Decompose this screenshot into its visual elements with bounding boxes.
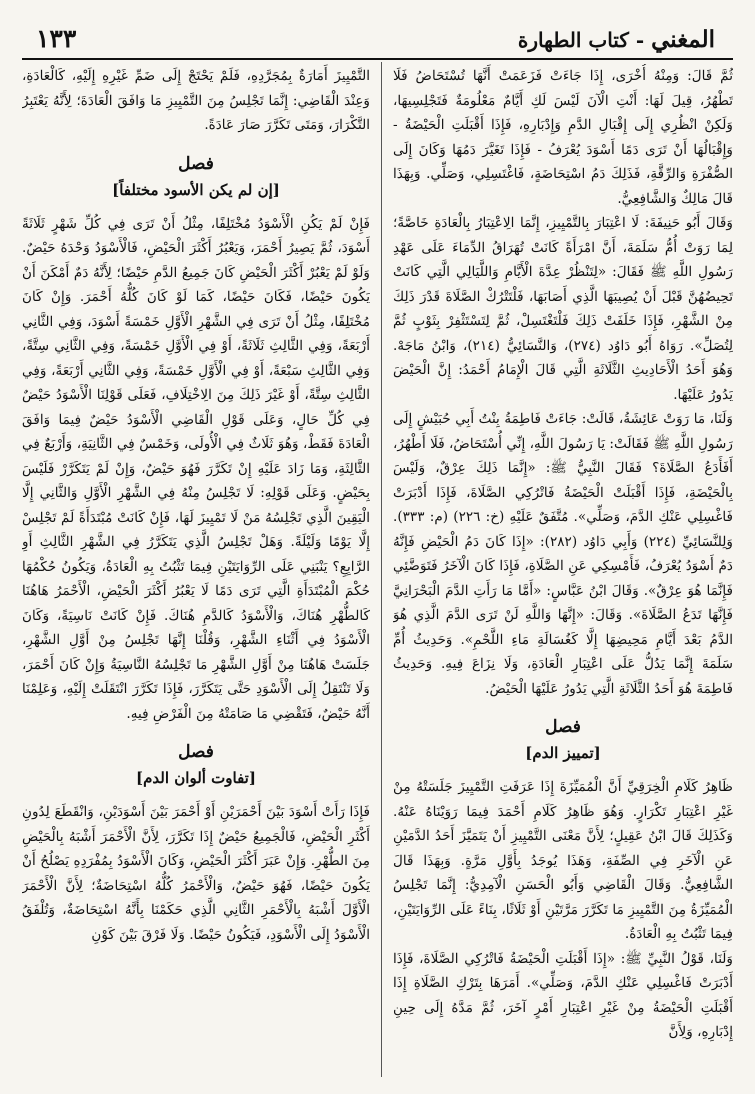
section-heading: فصل (545, 717, 581, 737)
paragraph: فَإِنْ لَمْ يَكُنِ الْأَسْوَدُ مُخْتَلِفًا، مِثْلُ أَنْ تَرَى فِي كُلِّ شَهْرٍ ثَلَاثَةً أَسْوَدَ، ثُمَّ يَصِيرُ أَحْمَرَ، وَيَعْبُرُ أَكْثَرَ الْحَيْضِ، فَالْأَسْوَدُ وَحْدَهُ حَيْضٌ. وَلَوْ لَمْ يَعْبُرْ أَكْثَرَ الْحَيْضِ كَانَ جَمِيعُ الدَّمِ حَيْضًا؛ لِأَنَّهُ دَمٌ أَمْكَنَ أَنْ يَكُونَ حَيْضًا، فَكَانَ حَيْضًا، كَمَا لَوْ كَانَ كُلُّهُ أَحْمَرَ. وَإِنْ كَانَ مُخْتَلِفًا، مِثْلُ أَنْ تَرَى فِي الشَّهْرِ الْأَوَّلِ خَمْسَةً أَسْوَدَ، وَفِي الثَّانِي أَرْبَعَةً، وَفِي الثَّالِثِ ثَلَاثَةً، أَوْ فِي الْأَوَّلِ خَمْسَةً، وَفِي الثَّانِي سِتَّةً، وَفِي الثَّالِثِ سَبْعَةً، أَوْ فِي الْأَوَّلِ خَمْسَةً، وَفِي الثَّانِي أَرْبَعَةً، وَفِي الثَّالِثِ سِتَّةً، أَوْ غَيْرَ ذَلِكَ مِنَ الِاخْتِلَافِ، فَعَلَى قَوْلِنَا الْأَسْوَدُ حَيْضٌ فِي كُلِّ حَالٍ، وَعَلَى قَوْلِ الْقَاضِي الْأَسْوَدُ حَيْضٌ فِيمَا وَافَقَ الْعَادَةَ فَقَطْ، وَهُوَ ثَلَاثٌ فِي الْأُولَى، وَخَمْسٌ فِي الثَّانِيَةِ، وَأَرْبَعٌ فِي الثَّالِثَةِ، وَمَا زَادَ عَلَيْهِ إِنْ تَكَرَّرَ فَهُوَ حَيْضٌ، وَإِنْ لَمْ يَتَكَرَّرْ فَلَيْسَ بِحَيْضٍ. وَعَلَى قَوْلِهِ: لَا تَجْلِسُ مِنْهُ فِي الشَّهْرِ الْأَوَّلِ وَالثَّانِي إِلَّا الْيَقِينَ الَّذِي تَجْلِسُهُ مَنْ لَا تَمْيِيزَ لَهَا، فَإِنْ كَانَتْ مُبْتَدَأَةً لَمْ تَجْلِسْ إِلَّا يَوْمًا وَلَيْلَةً. وَهَلْ تَجْلِسُ الَّذِي يَتَكَرَّرُ فِي الشَّهْرِ الثَّالِثِ أَوِ الرَّابِعِ؟ يَنْبَنِي عَلَى الرِّوَايَتَيْنِ فِيمَا تَثْبُتُ بِهِ الْعَادَةُ، وَيَكُونُ حُكْمُهَا حُكْمَ الْمُبْتَدَأَةِ الَّتِي تَرَى دَمًا لَا يَعْبُرُ أَكْثَرَ الْحَيْضِ، الْأَحْمَرُ هَاهُنَا كَالطُّهْرِ هُنَاكَ، وَالْأَسْوَدُ كَالدَّمِ هُنَاكَ. فَإِنْ كَانَتْ نَاسِيَةً، وَكَانَ الْأَسْوَدُ فِي أَثْنَاءِ الشَّهْرِ، وَقُلْنَا إِنَّهَا تَجْلِسُ مِنْ أَوَّلِ الشَّهْرِ، جَلَسَتْ هَاهُنَا مِنْ أَوَّلِ الشَّهْرِ مَا تَجْلِسُهُ النَّاسِيَةُ وَإِنْ كَانَ أَحْمَرَ، وَلَا تَنْتَقِلُ إِلَى الْأَسْوَدِ حَتَّى يَتَكَرَّرَ، فَإِذَا تَكَرَّرَ انْتَقَلَتْ إِلَيْهِ، وَعَلِمْنَا أَنَّهُ حَيْضٌ، فَتَقْضِي مَا صَامَتْهُ مِنَ الْفَرْضِ فِيهِ. (22, 215, 370, 722)
paragraph: وَلَنَا، قَوْلُ النَّبِيِّ ﷺ: «إِذَا أَقْبَلَتِ الْحَيْضَةُ فَاتْرُكِي الصَّلَاةَ، فَإِذَا أَدْبَرَتْ فَاغْسِلِي عَنْكِ الدَّمَ، وَصَلِّي». أَمَرَهَا بِتَرْكِ الصَّلَاةِ إِذَا أَقْبَلَتِ الْحَيْضَةُ مِنْ غَيْرِ اعْتِبَارِ أَمْرٍ آخَرَ، ثُمَّ مَدَّهُ إِلَى حِينِ إِدْبَارِهِ، وَلِأَنَّ (393, 950, 733, 1040)
running-title (518, 26, 715, 53)
paragraph: وَقَالَ أَبُو حَنِيفَةَ: لَا اعْتِبَارَ بِالتَّمْيِيزِ، إِنَّمَا الِاعْتِبَارُ بِالْعَادَةِ خَاصَّةً؛ لِمَا رَوَتْ أُمُّ سَلَمَةَ، أَنَّ امْرَأَةً كَانَتْ تُهَرَاقُ الدِّمَاءَ عَلَى عَهْدِ رَسُولِ اللَّهِ ﷺ فَقَالَ: «لِتَنْظُرْ عِدَّةَ الْأَيَّامِ وَاللَّيَالِي الَّتِي كَانَتْ تَحِيضُهُنَّ قَبْلَ أَنْ يُصِيبَهَا الَّذِي أَصَابَهَا، فَلْتَتْرُكْ الصَّلَاةَ قَدْرَ ذَلِكَ مِنْ الشَّهْرِ، فَإِذَا خَلَفَتْ ذَلِكَ فَلْتَغْتَسِلْ، ثُمَّ لِتَسْتَثْفِرْ بِثَوْبٍ ثُمَّ لِتُصَلِّ». رَوَاهُ أَبُو دَاوُد (٢٧٤)، وَالنَّسَائِيُّ (٢١٤)، وَابْنُ مَاجَهْ. وَهُوَ أَحَدُ الْأَحَادِيثِ الثَّلَاثَةِ الَّتِي قَالَ الْإِمَامُ أَحْمَدُ: إِنَّ الْحَيْضَ يَدُورُ عَلَيْهَا. (393, 215, 733, 403)
section-heading: فصل (178, 742, 214, 762)
paragraph: فَإِذَا رَأَتْ أَسْوَدَ بَيْنَ أَحْمَرَيْنِ أَوْ أَحْمَرَ بَيْنَ أَسْوَدَيْنِ، وَانْقَطَعَ لِدُونِ أَكْثَرِ الْحَيْضِ، فَالْجَمِيعُ حَيْضٌ إِذَا تَكَرَّرَ، لِأَنَّ الْأَحْمَرَ أَشْبَهُ بِالْحَيْضِ مِنَ الطُّهْرِ. وَإِنْ عَبَرَ أَكْثَرَ الْحَيْضِ، وَكَانَ الْأَسْوَدُ بِمُفْرَدِهِ يَصْلُحُ أَنْ يَكُونَ حَيْضًا، فَهُوَ حَيْضٌ، وَالْأَحْمَرُ كُلُّهُ اسْتِحَاضَةٌ؛ لِأَنَّ الْأَحْمَرَ الْأَوَّلَ أَشْبَهُ بِالْأَحْمَرِ الثَّانِي الَّذِي حَكَمْنَا بِأَنَّهُ اسْتِحَاضَةٌ، وَتُلْفَقُ الْأَسْوَدُ إِلَى الْأَسْوَدِ، فَيَكُونُ حَيْضًا. وَلَا فَرْقَ بَيْنَ كَوْنِ (22, 804, 370, 943)
right-column (393, 64, 733, 1076)
section-subtitle: [إن لم يكن الأسود مختلفاً] (112, 180, 280, 199)
left-column (22, 64, 370, 1076)
paragraph: ظَاهِرُ كَلَامِ الْخِرَقِيِّ أَنَّ الْمُمَيِّزَةَ إِذَا عَرَفَتِ التَّمْيِيزَ جَلَسَتْهُ مِنْ غَيْرِ اعْتِبَارِ تَكْرَارٍ. وَهُوَ ظَاهِرُ كَلَامِ أَحْمَدَ فِيمَا رَوَيْنَاهُ عَنْهُ. وَكَذَلِكَ قَالَ ابْنُ عَقِيلٍ؛ لِأَنَّ مَعْنَى التَّمْيِيزِ أَنْ يَتَمَيَّزَ أَحَدُ الدَّمَيْنِ عَنِ الْآخَرِ فِي الصِّفَةِ، وَهَذَا يُوجَدُ بِأَوَّلِ مَرَّةٍ. وَبِهَذَا قَالَ الشَّافِعِيُّ. وَقَالَ الْقَاضِي وَأَبُو الْحَسَنِ الْآمِدِيُّ: إِنَّمَا تَجْلِسُ الْمُمَيِّزَةُ مِنَ التَّمْيِيزِ مَا تَكَرَّرَ مَرَّتَيْنِ أَوْ ثَلَاثًا، بِنَاءً عَلَى الرِّوَايَتَيْنِ، فِيمَا تَثْبُتُ بِهِ الْعَادَةُ. (393, 779, 733, 942)
section-subtitle: [تفاوت ألوان الدم] (136, 769, 256, 787)
book-name: المغني (651, 26, 715, 53)
chapter-name: - كتاب الطهارة (517, 28, 645, 52)
section-subtitle: [تمييز الدم] (525, 744, 601, 762)
paragraph: ثُمَّ قَالَ: وَمِنْهُ أُخْرَى، إِذَا جَاءَتْ فَزَعَمَتْ أَنَّهَا تُسْتَحَاضُ فَلَا تَطْهُرُ، قِيلَ لَهَا: أَنْتِ الْآنَ لَيْسَ لَكِ أَيَّامٌ مَعْلُومَةٌ فَتَجْلِسِيهَا، وَلَكِنْ انْظُرِي إِلَى إِقْبَالِ الدَّمِ وَإِدْبَارِهِ، فَإِذَا أَقْبَلَتِ الْحَيْضَةُ - وَإِقْبَالُهَا أَنْ تَرَى دَمًا أَسْوَدَ يُعْرَفُ - فَإِذَا تَغَيَّرَ دَمُهَا وَكَانَ إِلَى الصُّفْرَةِ وَالرِّقَّةِ، فَذَلِكَ دَمُ اسْتِحَاضَةٍ، فَاغْتَسِلِي، وَصَلِّي. وَبِهَذَا قَالَ مَالِكٌ وَالشَّافِعِيُّ. (393, 68, 733, 207)
page-header (22, 22, 733, 60)
page-number: ١٣٣ (36, 24, 77, 53)
column-divider (381, 62, 382, 1077)
paragraph: التَّمْيِيزَ أَمَارَةٌ بِمُجَرَّدِهِ، فَلَمْ يَحْتَجْ إِلَى ضَمِّ غَيْرِهِ إِلَيْهِ، كَالْعَادَةِ، وَعِنْدَ الْقَاضِي: إِنَّمَا تَجْلِسُ مِنَ التَّمْيِيزِ مَا وَافَقَ الْعَادَةَ؛ لِأَنَّهُ يَعْتَبِرُ التَّكْرَارَ، وَمَتَى تَكَرَّرَ صَارَ عَادَةً. (22, 68, 370, 133)
paragraph: وَلَنَا، مَا رَوَتْ عَائِشَةُ، قَالَتْ: جَاءَتْ فَاطِمَةُ بِنْتُ أَبِي حُبَيْشٍ إِلَى رَسُولِ اللَّهِ ﷺ فَقَالَتْ: يَا رَسُولَ اللَّهِ، إِنِّي أُسْتَحَاضُ، فَلَا أَطْهُرُ، أَفَأَدَعُ الصَّلَاةَ؟ فَقَالَ النَّبِيُّ ﷺ: «إِنَّمَا ذَلِكَ عِرْقٌ، وَلَيْسَ بِالْحَيْضَةِ، فَإِذَا أَقْبَلَتْ الْحَيْضَةُ فَاتْرُكِي الصَّلَاةَ، فَإِذَا أَدْبَرَتْ فَاغْسِلِي عَنْكِ الدَّمَ، وَصَلِّي». مُتَّفَقٌ عَلَيْهِ (خ: ٢٢٦) (م: ٣٣٣). وَلِلنَّسَائِيِّ (٢٢٤) وَأَبِي دَاوُد (٢٨٢): «إِذَا كَانَ دَمُ الْحَيْضِ فَإِنَّهُ دَمٌ أَسْوَدُ يُعْرَفُ، فَأَمْسِكِي عَنِ الصَّلَاةِ، فَإِذَا كَانَ الْآخَرُ فَتَوَضَّئِي فَإِنَّمَا هُوَ عِرْقٌ». وَقَالَ ابْنُ عَبَّاسٍ: «أَمَّا مَا رَأَتِ الدَّمَ الْبَحْرَانِيَّ فَإِنَّهَا تَدَعُ الصَّلَاةَ». وَقَالَ: «إِنَّهَا وَاللَّهِ لَنْ تَرَى الدَّمَ الَّذِي هُوَ الدَّمُ بَعْدَ أَيَّامِ مَحِيضِهَا إِلَّا كَغُسَالَةِ مَاءِ اللَّحْمِ». وَحَدِيثُ أُمِّ سَلَمَةَ إِنَّمَا يَدُلُّ عَلَى اعْتِبَارِ الْعَادَةِ، وَلَا نِزَاعَ فِيهِ. وَحَدِيثُ فَاطِمَةَ هُوَ أَحَدُ الثَّلَاثَةِ الَّتِي يَدُورُ عَلَيْهَا الْحَيْضُ. (393, 411, 733, 697)
section-heading: فصل (178, 153, 214, 174)
